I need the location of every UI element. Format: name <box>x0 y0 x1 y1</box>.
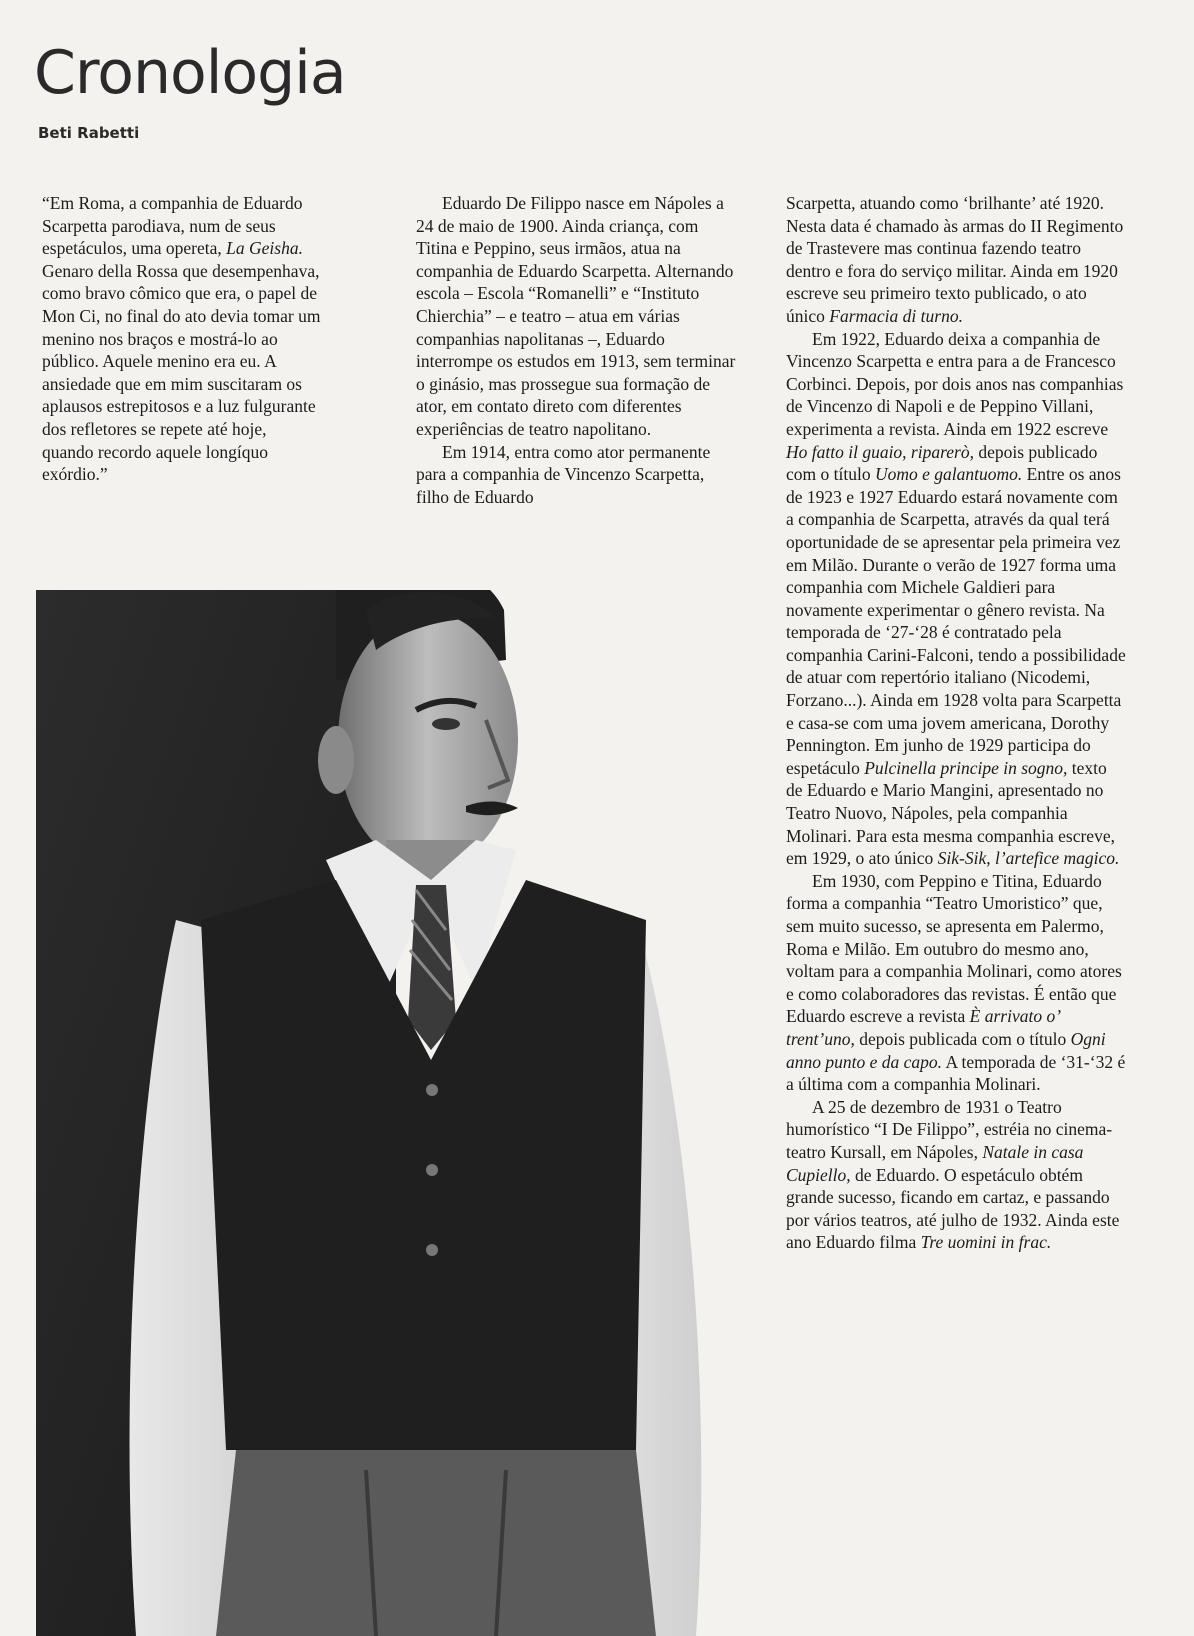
opening-quote: “Em Roma, a companhia de Eduardo Scarpetta parodiava, num de seus espetáculos, uma opereta, La Geisha. Genaro della Rossa que desempenhava, como bravo cômico que era, o papel de Mon Ci, no final do ato devia tomar um menino nos braços e mostrá-lo ao público. Aquele menino era eu. A ansiedade que em mim suscitaram os aplausos estrepitosos e a luz fulgurante dos refletores se repete até hoje, quando recordo aquele longíquo exórdio.” <box>42 193 321 485</box>
paragraph-1930: Em 1930, com Peppino e Titina, Eduardo forma a companhia “Teatro Umoristico” que, sem muito sucesso, se apresenta em Palermo, Roma e Milão. Em outubro do mesmo ano, voltam para a companhia Molinari, como atores e como colaboradores das revistas. É então que Eduardo escreve a revista È arrivato o’ trent’uno, depois publicada com o título Ogni anno punto e da capo. A temporada de ‘31-‘32 é a última com a companhia Molinari. <box>786 870 1126 1095</box>
portrait-illustration <box>36 590 748 1636</box>
author-byline: Beti Rabetti <box>38 124 140 142</box>
paragraph-1922: Em 1922, Eduardo deixa a companhia de Vincenzo Scarpetta e entra para a de Francesco Corbinci. Depois, por dois anos nas companhias de Vincenzo di Napoli e de Peppino Villani, experimenta a revista. Ainda em 1922 escreve Ho fatto il guaio, riparerò, depois publicado com o título Uomo e galantuomo. Entre os anos de 1923 e 1927 Eduardo estará novamente com a companhia de Scarpetta, através da qual terá oportunidade de se apresentar pela primeira vez em Milão. Durante o verão de 1927 forma uma companhia com Michele Galdieri para novamente experimentar o gênero revista. Na temporada de ‘27-‘28 é contratado pela companhia Carini-Falconi, tendo a possibilidade de atuar com repertório italiano (Nicodemi, Forzano...). Ainda em 1928 volta para Scarpetta e casa-se com uma jovem americana, Dorothy Pennington. Em junho de 1929 participa do espetáculo Pulcinella principe in sogno, texto de Eduardo e Mario Mangini, apresentado no Teatro Nuovo, Nápoles, pela companhia Molinari. Para esta mesma companhia escreve, em 1929, o ato único Sik-Sik, l’artefice magico. <box>786 328 1126 869</box>
column-middle <box>416 192 740 508</box>
paragraph-birth: Eduardo De Filippo nasce em Nápoles a 24 de maio de 1900. Ainda criança, com Titina e Peppino, seus irmãos, atua na companhia de Eduardo Scarpetta. Alternando escola – Escola “Romanelli” e “Instituto Chierchia” – e teatro – atua em várias companhias napolitanas –, Eduardo interrompe os estudos em 1913, sem terminar o ginásio, mas prossegue sua formação de ator, em contato direto com diferentes experiências de teatro napolitano. <box>416 193 736 439</box>
paragraph-1914: Em 1914, entra como ator permanente para a companhia de Vincenzo Scarpetta, filho de Eduardo <box>416 441 711 507</box>
column-quote <box>42 192 322 486</box>
paragraph-1931: A 25 de dezembro de 1931 o Teatro humorístico “I De Filippo”, estréia no cinema-teatro Kursall, em Nápoles, Natale in casa Cupiello, de Eduardo. O espetáculo obtém grande sucesso, ficando em cartaz, e passando por vários teatros, até julho de 1932. Ainda este ano Eduardo filma Tre uomini in frac. <box>786 1096 1120 1253</box>
page-title: Cronologia <box>34 38 346 108</box>
column-right <box>786 192 1126 1254</box>
paragraph-1920: Scarpetta, atuando como ‘brilhante’ até 1920. Nesta data é chamado às armas do II Regimento de Trastevere mas continua fazendo teatro dentro e fora do serviço militar. Ainda em 1920 escreve seu primeiro texto publicado, o ato único Farmacia di turno. <box>786 193 1124 326</box>
portrait-photo <box>36 590 748 1636</box>
